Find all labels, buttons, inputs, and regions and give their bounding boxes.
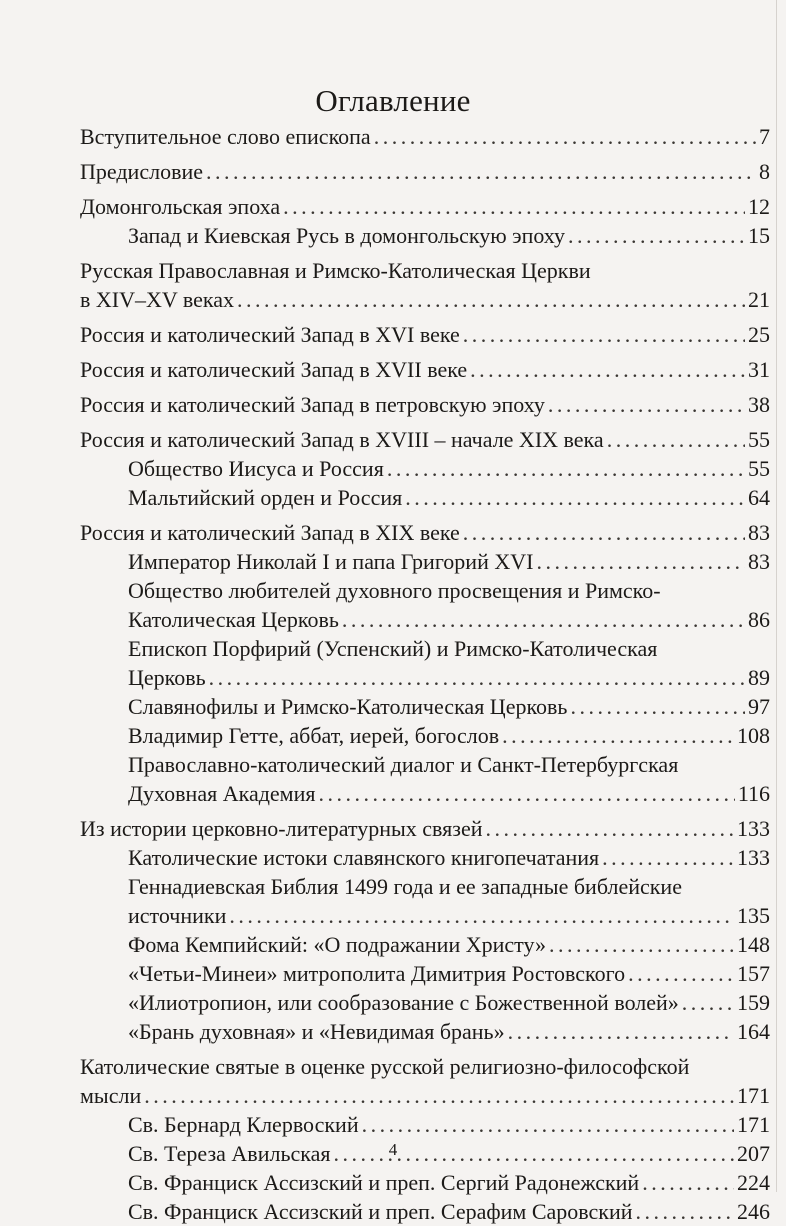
toc-entry-page: 8 [759, 159, 770, 184]
dot-leader [387, 454, 745, 483]
toc-entry-title: «Илиотропион, или сообразование с Божественной волей» [128, 990, 679, 1015]
toc-entry [80, 390, 770, 419]
toc-entry [80, 518, 770, 547]
toc-entry-page: 64 [748, 485, 770, 510]
toc-entry-page: 55 [748, 456, 770, 481]
toc-entry [80, 320, 770, 349]
table-of-contents [80, 122, 770, 1226]
toc-entry-title: «Брань духовная» и «Невидимая брань» [128, 1019, 505, 1044]
toc-entry-page: 25 [748, 322, 770, 347]
toc-entry-page: 97 [748, 694, 770, 719]
toc-entry-page: 31 [748, 357, 770, 382]
toc-entry-title: Общество Иисуса и Россия [128, 456, 384, 481]
toc-entry-title: «Четьи-Минеи» митрополита Димитрия Ростовского [128, 961, 626, 986]
toc-entry [80, 256, 770, 314]
page-edge-shadow [776, 0, 777, 1192]
toc-entry [80, 750, 770, 808]
toc-entry-page: 108 [737, 723, 770, 748]
toc-entry [80, 814, 770, 843]
dot-leader [405, 483, 745, 512]
toc-entry [80, 988, 770, 1017]
toc-entry [80, 1017, 770, 1046]
toc-entry-title: Духовная Академия [128, 781, 316, 806]
toc-entry-page: 38 [748, 392, 770, 417]
toc-entry-title: Св. Бернард Клервоский [128, 1112, 359, 1137]
toc-entry-title-first-line: Православно-католический диалог и Санкт-Петербургская [128, 752, 679, 777]
toc-entry-page: 83 [748, 549, 770, 574]
toc-entry-page: 55 [748, 427, 770, 452]
dot-leader [283, 192, 745, 221]
dot-leader [362, 1110, 734, 1139]
toc-entry-page: 89 [748, 665, 770, 690]
toc-entry-page: 21 [748, 287, 770, 312]
dot-leader [628, 959, 734, 988]
toc-entry [80, 221, 770, 250]
toc-entry-title: Домонгольская эпоха [80, 194, 281, 219]
toc-entry-title: Св. Франциск Ассизский и преп. Сергий Радонежский [128, 1170, 640, 1195]
dot-leader [486, 814, 735, 843]
toc-entry-page: 207 [737, 1141, 770, 1166]
toc-entry-title-first-line: Геннадиевская Библия 1499 года и ее западные библейские [128, 874, 682, 899]
dot-leader [642, 1168, 734, 1197]
dot-leader [470, 355, 745, 384]
page-title: Оглавление [315, 83, 471, 118]
toc-entry-page: 171 [737, 1083, 770, 1108]
toc-entry-title: в XIV–XV веках [80, 287, 235, 312]
toc-entry-page: 7 [759, 124, 770, 149]
toc-entry-title-first-line: Епископ Порфирий (Успенский) и Римско-Католическая [128, 636, 658, 661]
toc-entry [80, 192, 770, 221]
toc-entry [80, 843, 770, 872]
toc-entry-title: Фома Кемпийский: «О подражании Христу» [128, 932, 547, 957]
dot-leader [682, 988, 734, 1017]
toc-entry-page: 159 [737, 990, 770, 1015]
dot-leader [229, 901, 734, 930]
toc-entry-title: Император Николай I и папа Григорий XVI [128, 549, 534, 574]
dot-leader [144, 1081, 734, 1110]
toc-entry-title: Россия и католический Запад в петровскую эпоху [80, 392, 545, 417]
toc-entry-title: Славянофилы и Римско-Католическая Церковь [128, 694, 568, 719]
dot-leader [570, 692, 745, 721]
toc-entry-title: Россия и католический Запад в XVII веке [80, 357, 468, 382]
toc-entry [80, 872, 770, 930]
toc-entry-title-first-line: Католические святые в оценке русской религиозно-философской [80, 1054, 690, 1079]
toc-entry-title: источники [128, 903, 227, 928]
dot-leader [636, 1197, 734, 1226]
toc-entry [80, 1197, 770, 1226]
toc-entry-title: Запад и Киевская Русь в домонгольскую эпоху [128, 223, 565, 248]
toc-entry-title: Католическая Церковь [128, 607, 339, 632]
dot-leader [237, 285, 745, 314]
toc-entry [80, 355, 770, 384]
toc-entry [80, 959, 770, 988]
dot-leader [206, 157, 756, 186]
dot-leader [607, 425, 745, 454]
toc-entry [80, 1110, 770, 1139]
dot-leader [209, 663, 745, 692]
toc-entry-page: 86 [748, 607, 770, 632]
toc-entry-page: 133 [737, 816, 770, 841]
toc-entry [80, 157, 770, 186]
toc-entry [80, 122, 770, 151]
dot-leader [508, 1017, 734, 1046]
toc-entry-title: Из истории церковно-литературных связей [80, 816, 483, 841]
toc-entry-title: Св. Тереза Авильская [128, 1141, 331, 1166]
toc-entry [80, 576, 770, 634]
toc-entry-title: Россия и католический Запад в XIX веке [80, 520, 460, 545]
dot-leader [463, 518, 745, 547]
toc-entry-title: Св. Франциск Ассизский и преп. Серафим Саровский [128, 1199, 633, 1224]
toc-entry-page: 15 [748, 223, 770, 248]
toc-entry [80, 454, 770, 483]
toc-entry [80, 634, 770, 692]
toc-entry-title-first-line: Общество любителей духовного просвещения и Римско- [128, 578, 661, 603]
dot-leader [463, 320, 745, 349]
toc-entry-page: 148 [737, 932, 770, 957]
dot-leader [602, 843, 734, 872]
toc-entry-page: 116 [737, 781, 770, 806]
toc-entry-title: Католические истоки славянского книгопечатания [128, 845, 600, 870]
toc-entry-page: 164 [737, 1019, 770, 1044]
toc-entry [80, 547, 770, 576]
toc-entry-title-first-line: Русская Православная и Римско-Католическая Церкви [80, 258, 591, 283]
toc-entry-title: Владимир Гетте, аббат, иерей, богослов [128, 723, 500, 748]
toc-entry [80, 930, 770, 959]
toc-entry-page: 171 [737, 1112, 770, 1137]
dot-leader [502, 721, 734, 750]
toc-entry-page: 246 [737, 1199, 770, 1224]
dot-leader [536, 547, 745, 576]
dot-leader [568, 221, 745, 250]
toc-entry-page: 135 [737, 903, 770, 928]
dot-leader [548, 390, 745, 419]
toc-entry-title: Предисловие [80, 159, 203, 184]
toc-entry [80, 1168, 770, 1197]
toc-entry-title: Вступительное слово епископа [80, 124, 371, 149]
dot-leader [319, 779, 735, 808]
toc-entry-title: мысли [80, 1083, 142, 1108]
toc-entry [80, 483, 770, 512]
toc-entry-page: 83 [748, 520, 770, 545]
toc-entry-page: 224 [737, 1170, 770, 1195]
toc-entry-title: Россия и католический Запад в XVIII – начале XIX века [80, 427, 604, 452]
toc-entry-title: Россия и католический Запад в XVI веке [80, 322, 460, 347]
toc-entry [80, 721, 770, 750]
toc-entry-page: 12 [748, 194, 770, 219]
dot-leader [549, 930, 734, 959]
toc-entry-title: Мальтийский орден и Россия [128, 485, 403, 510]
toc-entry-page: 133 [737, 845, 770, 870]
toc-entry [80, 1052, 770, 1110]
toc-entry-title: Церковь [128, 665, 206, 690]
toc-entry [80, 692, 770, 721]
dot-leader [342, 605, 745, 634]
dot-leader [374, 122, 756, 151]
toc-entry [80, 425, 770, 454]
page-number: 4 [388, 1140, 398, 1159]
toc-entry-page: 157 [737, 961, 770, 986]
